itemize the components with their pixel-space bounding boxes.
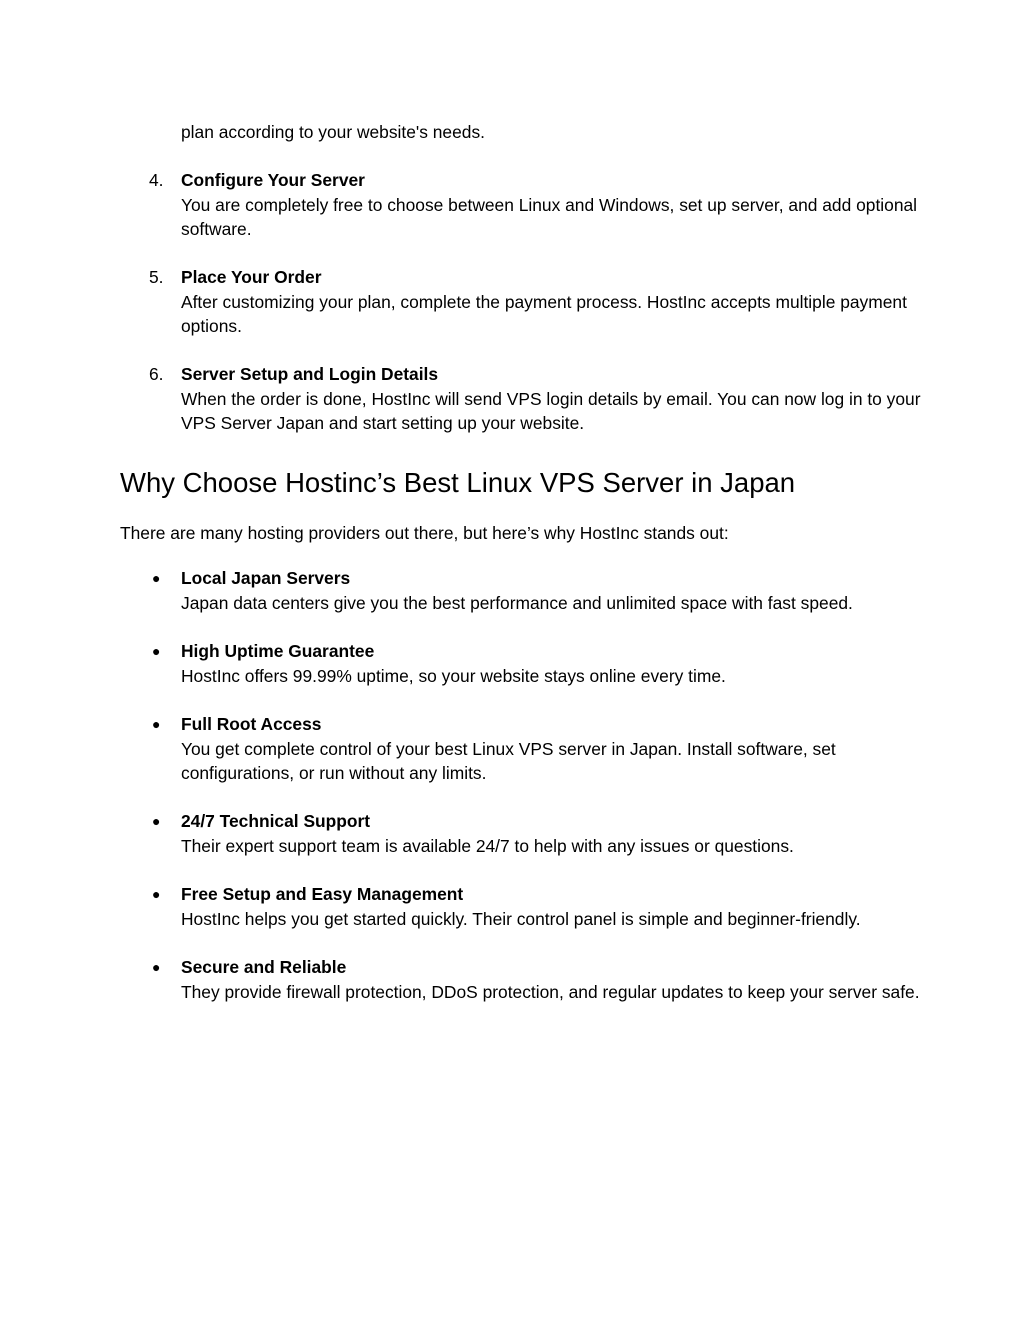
bullet-icon: ● bbox=[152, 813, 161, 829]
section-heading: Why Choose Hostinc’s Best Linux VPS Server in Japan bbox=[120, 467, 796, 498]
bullet-icon: ● bbox=[152, 959, 161, 975]
benefit-title: 24/7 Technical Support bbox=[181, 811, 371, 831]
benefit-item-support bbox=[152, 809, 921, 858]
benefit-description: Japan data centers give you the best performance and unlimited space with fast speed. bbox=[181, 592, 853, 613]
benefit-item-uptime bbox=[152, 639, 921, 688]
step-item-setup bbox=[149, 362, 921, 436]
bullet-icon: ● bbox=[152, 570, 161, 586]
section-intro: There are many hosting providers out there, but here’s why HostInc stands out: bbox=[120, 523, 729, 543]
step-title: Place Your Order bbox=[181, 267, 322, 287]
benefit-description: You get complete control of your best Linux VPS server in Japan. Install software, set configurations, or run without any limits. bbox=[181, 738, 836, 783]
benefit-title: Full Root Access bbox=[181, 714, 322, 734]
step-title: Server Setup and Login Details bbox=[181, 364, 439, 384]
benefit-description: HostInc helps you get started quickly. Their control panel is simple and beginner-friendly. bbox=[181, 908, 861, 929]
benefit-title: Free Setup and Easy Management bbox=[181, 884, 464, 904]
step-description: When the order is done, HostInc will send VPS login details by email. You can now log in to your VPS Server Japan and start setting up your website. bbox=[181, 388, 921, 433]
benefit-title: Secure and Reliable bbox=[181, 957, 347, 977]
bullet-icon: ● bbox=[152, 716, 161, 732]
benefit-item-root-access bbox=[152, 712, 921, 786]
benefit-title: Local Japan Servers bbox=[181, 568, 351, 588]
step-item-configure bbox=[149, 168, 921, 242]
benefit-description: HostInc offers 99.99% uptime, so your website stays online every time. bbox=[181, 665, 726, 686]
step-number: 4. bbox=[149, 170, 164, 190]
bullet-icon: ● bbox=[152, 643, 161, 659]
step-item-order bbox=[149, 265, 921, 339]
step-description: You are completely free to choose between Linux and Windows, set up server, and add optional software. bbox=[181, 194, 918, 239]
benefit-item-local-servers bbox=[152, 566, 921, 615]
step-number: 5. bbox=[149, 267, 164, 287]
bullet-icon: ● bbox=[152, 886, 161, 902]
benefit-item-easy-management bbox=[152, 882, 921, 931]
step-description: After customizing your plan, complete the payment process. HostInc accepts multiple payment options. bbox=[181, 291, 907, 336]
step-number: 6. bbox=[149, 364, 164, 384]
benefit-item-secure bbox=[152, 955, 921, 1004]
continuation-text: plan according to your website's needs. bbox=[181, 122, 485, 142]
benefit-description: They provide firewall protection, DDoS protection, and regular updates to keep your server safe. bbox=[181, 981, 920, 1002]
benefit-title: High Uptime Guarantee bbox=[181, 641, 375, 661]
benefit-description: Their expert support team is available 24/7 to help with any issues or questions. bbox=[181, 835, 794, 856]
step-title: Configure Your Server bbox=[181, 170, 365, 190]
